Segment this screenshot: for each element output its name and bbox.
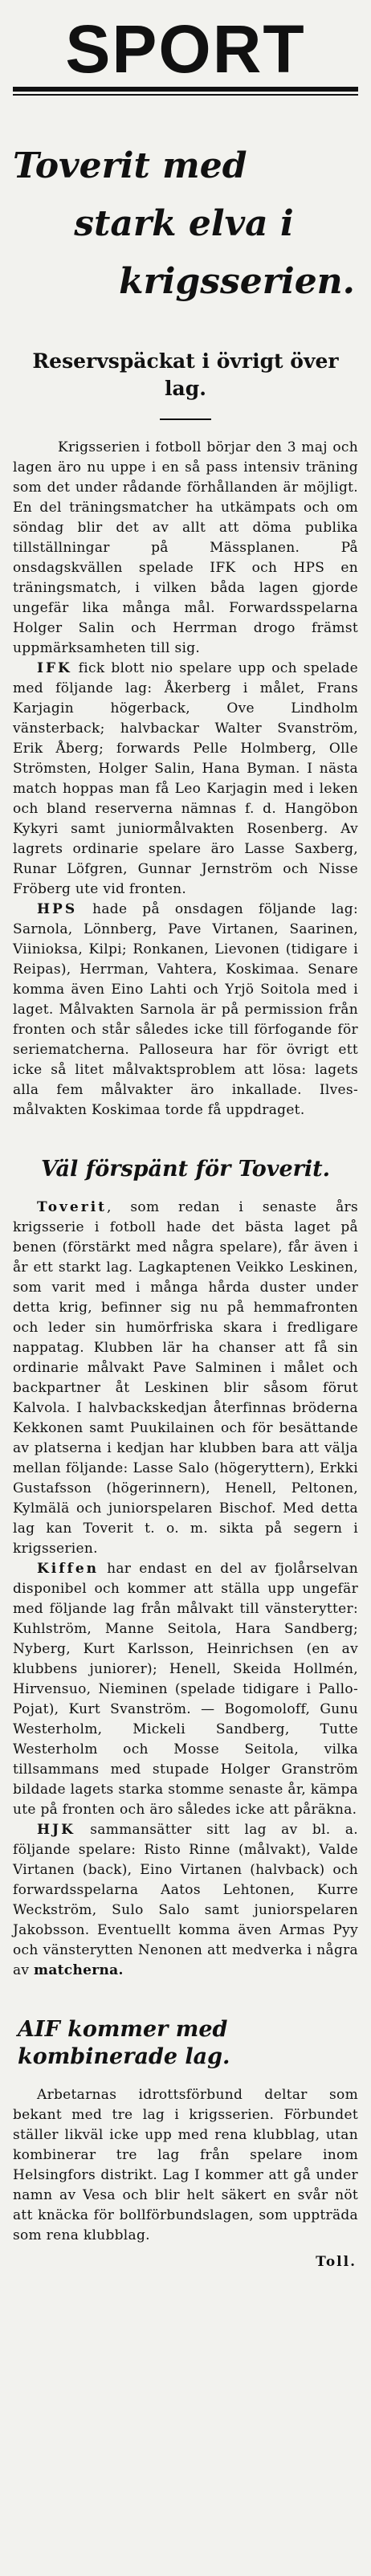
toverit-paragraph — [13, 1198, 358, 1559]
hjk-bold-tail: matcherna. — [34, 1962, 124, 1978]
hjk-lead: HJK — [37, 1822, 75, 1838]
kicker-divider — [160, 418, 211, 420]
hps-text: hade på onsdagen följande lag: Sarnola, Lönnberg, Pave Virtanen, Saarinen, Viinioksa, Kilpi; Ronkanen, Lievonen (tidigare i Reipas), Herrman, Vahtera, Koskimaa. Senare komma även Eino Lahti och Yrjö Soitola med i laget. Målvakten Sarnola är på permission från fronten och står således icke till förfogande för seriematcherna. Palloseura har för övrigt ett icke så litet målvaktsproblem att lösa: lagets alla fem målvakter äro inkallade. Ilves-målvakten Koskimaa torde få uppdraget. — [13, 901, 358, 1118]
subhead-aif: AIF kommer med kombinerade lag. — [18, 2017, 230, 2069]
subhead-toverit: Väl förspänt för Toverit. — [40, 1157, 331, 1182]
intro-paragraph-1: Krigsserien i fotboll börjar den 3 maj och lagen äro nu uppe i en så pass intensiv träning som det under rådande förhållanden är möjligt. En del träningsmatcher ha utkämpats och om söndag blir det av allt att döma publika tillställningar på Mässplanen. På onsdagskvällen spelade IFK och HPS en träningsmatch, i vilken båda lagen gjorde ungefär lika många mål. Forwardsspelarna Holger Salin och Herrman drogo främst uppmärksamheten till sig. — [13, 439, 358, 656]
aif-paragraph: Arbetarnas idrottsförbund deltar som bekant med tre lag i krigsserien. Förbundet ställer likväl icke upp med rena klubblag, utan kombinerar tre lag från spelare inom Helsingfors distrikt. Lag I kommer att gå under namn av Vesa och blir helt säkert en svår nöt att knäcka för bollförbundslagen, som uppträda som rena klubblag. — [13, 2087, 358, 2243]
toverit-lead: Toverit — [37, 1199, 107, 1215]
headline-line-2: stark elva i — [74, 203, 294, 244]
hjk-text: sammansätter sitt lag av bl. a. följande spelare: Risto Rinne (målvakt), Valde Virtanen (back), Eino Virtanen (halvback) och forwardsspelarna Aatos Lehtonen, Kurre Weckström, Sulo Salo samt juniorspelaren Jakobsson. Eventuellt komma även Armas Pyy och vänsterytten Nenonen att medverka i några av — [13, 1822, 358, 1978]
masthead-rule-thin — [13, 94, 358, 96]
ifk-text: fick blott nio spelare upp och spelade med följande lag: Åkerberg i målet, Frans Karjagin högerback, Ove Lindholm vänsterback; halvbackar Walter Svanström, Erik Åberg; forwards Pelle Holmberg, Olle Strömsten, Holger Salin, Hana Byman. I nästa match hoppas man få Leo Karjagin med i leken och bland reserverna nämnas f. d. Hangöbon Kykyri samt juniormålvakten Rosenberg. Av lagrets ordinarie spelare äro Lasse Saxberg, Runar Löfgren, Gunnar Jernström och Nisse Fröberg ute vid fronten. — [13, 660, 358, 897]
headline-line-3: krigsserien. — [119, 261, 355, 302]
main-headline — [13, 137, 355, 311]
kiffen-paragraph — [13, 1559, 358, 1820]
kiffen-lead: Kiffen — [37, 1561, 100, 1577]
intro-paragraph-hps — [13, 900, 358, 1121]
intro-paragraph-ifk — [13, 659, 358, 900]
masthead-rule-thick — [13, 87, 358, 92]
hps-lead: HPS — [37, 901, 78, 917]
ifk-lead: IFK — [37, 660, 72, 676]
hjk-paragraph — [13, 1820, 358, 1981]
toverit-text: , som redan i senaste års krigsserie i fotboll hade det bästa laget på benen (förstärkt med några spelare), får även i år ett starkt lag. Lagkaptenen Veikko Leskinen, som varit med i många hårda duster under detta krig, befinner sig nu på hemmafronten och leder sin humörfriska skara i fredligare nappatag. Klubben lär ha chanser att få sin ordinarie målvakt Pave Salminen i målet och backpartner åt Leskinen blir såsom förut Kalvola. I halvbackskedjan återfinnas bröderna Kekkonen samt Puukilainen och för besättande av platserna i kedjan har klubben bara att välja mellan följande: Lasse Salo (högeryttern), Erkki Gustafsson (högerinnern), Henell, Peltonen, Kylmälä och juniorspelaren Bischof. Med detta lag kan Toverit t. o. m. sikta på segern i krigsserien. — [13, 1199, 358, 1557]
section-masthead: SPORT — [65, 11, 306, 87]
kiffen-text: har endast en del av fjolårselvan disponibel och kommer att ställa upp ungefär med följande lag från målvakt till vänsterytter: Kuhlström, Manne Seitola, Hara Sandberg; Nyberg, Kurt Karlsson, Heinrichsen (en av klubbens juniorer); Henell, Skeida Hollmén, Hirvensuo, Nieminen (spelade tidigare i Pallo-Pojat), Kurt Svanström. — Bogomoloff, Gunu Westerholm, Mickeli Sandberg, Tutte Westerholm och Mosse Seitola, vilka tillsammans med stupade Holger Granström bildade lagets starka stomme senaste år, kämpa ute på fronten och äro således icke att påräkna. — [13, 1561, 358, 1818]
article-kicker: Reservspäckat i övrigt över lag. — [32, 349, 339, 400]
headline-line-1: Toverit med — [13, 145, 247, 186]
author-signoff: Toll. — [316, 2254, 357, 2270]
